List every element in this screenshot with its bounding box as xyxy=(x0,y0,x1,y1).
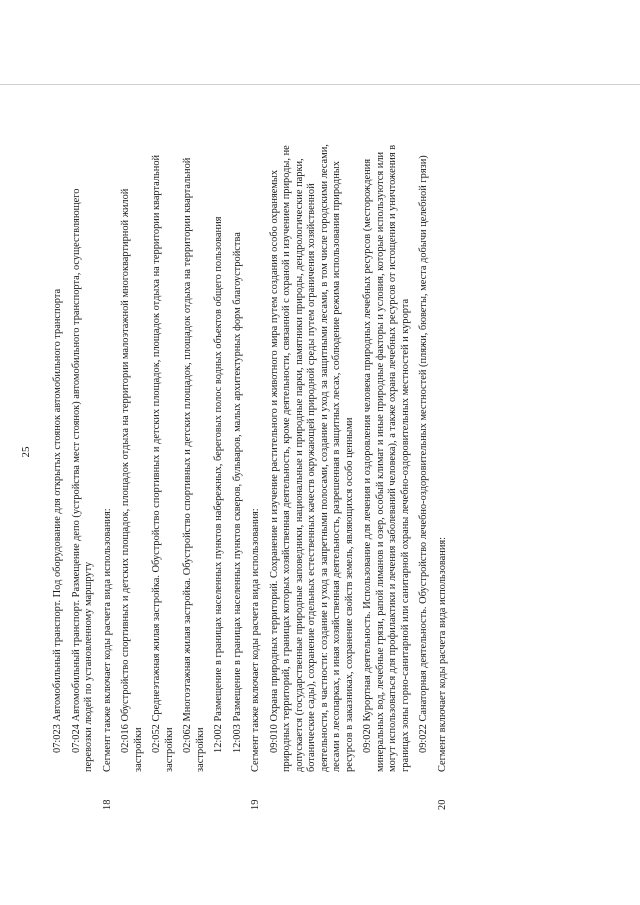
text-line: границах зоны горно-санитарной или санитарной охраны лечебно-оздоровительных местностей и курорта xyxy=(399,298,411,772)
text-line: Сегмент включает коды расчета вида использования: xyxy=(436,536,448,772)
text-line: перевозки людей по установленному маршруту xyxy=(83,561,94,772)
text-line: допускается (государственные природные заповедники, национальные и природные парки, памятники природы, дендрологические парки, xyxy=(293,158,305,772)
paragraph xyxy=(437,40,450,772)
paragraph xyxy=(71,40,96,772)
text-line: 09:020 Курортная деятельность. Использование для лечения и оздоровления человека природных лечебных ресурсов (месторождения xyxy=(362,158,373,753)
paragraph xyxy=(151,40,176,772)
paragraph xyxy=(213,40,226,772)
text-line: природных территорий, в границах которых хозяйственная деятельность, кроме деятельности, связанной с охраной и изучением природы, не xyxy=(281,145,292,772)
text-line: 09:022 Санаторная деятельность. Обустройство лечебно-оздоровительных местностей (пляжи, бюветы, места добычи целебной грязи) xyxy=(418,155,429,753)
text-line: ботанические сады), сохранение отдельных естественных качеств окружающей природной среды путем ограничения хозяйственной xyxy=(306,183,317,772)
table-row xyxy=(102,40,251,810)
text-line: 02:062 Многоэтажная жилая застройка. Обустройство спортивных и детских площадок, площадок отдыха на территории квартальной xyxy=(182,157,193,753)
text-line: 09:010 Охрана природных территорий. Сохранение и изучение растительного и животного мира путем создания особо охраняемых xyxy=(268,169,280,753)
text-line: 12:002 Размещение в границах населенных пунктов набережных, береговых полос водных объектов общего пользования xyxy=(213,216,224,753)
table-row xyxy=(52,40,102,810)
paragraph xyxy=(232,40,245,772)
page-edge-line xyxy=(0,84,640,85)
text-line: 02:052 Среднеэтажная жилая застройка. Обустройство спортивных и детских площадок, площадок отдыха на территории квартальной xyxy=(151,154,162,753)
text-line: застройки xyxy=(194,727,206,772)
text-line: Сегмент также включает коды расчета вида использования: xyxy=(101,508,113,772)
paragraph xyxy=(362,40,412,772)
row-number: 20 xyxy=(436,799,448,810)
text-line: лесами в лесопарках, и иная хозяйственная деятельность, разрешенная в защитных лесах, соблюдение режима использования природных xyxy=(331,161,342,772)
text-line: деятельности, в частности: создание и уход за запретными полосами, создание и уход за защитными лесами, в том числе городскими лесами, xyxy=(318,144,330,772)
table-row xyxy=(437,40,456,810)
paragraph xyxy=(182,40,207,772)
text-line: 07:024 Автомобильный транспорт. Размещение депо (устройства мест стоянок) автомобильного транспорта, осуществляющего xyxy=(70,188,82,753)
paragraph xyxy=(120,40,145,772)
text-line: ресурсов в заказниках, сохранение свойств земель, являющихся особо ценными xyxy=(343,417,355,772)
document-body xyxy=(52,40,455,810)
text-line: Сегмент также включает коды расчета вида использования: xyxy=(250,508,261,772)
paragraph xyxy=(52,40,65,772)
paragraph xyxy=(418,40,431,772)
text-line: 02:016 Обустройство спортивных и детских площадок, площадок отдыха на территории малоэтажной многоквартирной жилой xyxy=(120,188,131,753)
row-number: 18 xyxy=(101,799,113,810)
row-body xyxy=(250,40,437,772)
row-body xyxy=(437,40,456,772)
text-line: застройки xyxy=(163,727,175,772)
row-number: 19 xyxy=(250,799,261,810)
paragraph xyxy=(269,40,357,772)
text-line: 07:023 Автомобильный транспорт. Под оборудование для открытых стоянок автомобильного транспорта xyxy=(52,288,63,753)
text-line: 12:003 Размещение в границах населенных пунктов скверов, бульваров, малых архитектурных форм благоустройства xyxy=(231,232,243,753)
text-line: застройки xyxy=(132,727,144,772)
page-number: 25 xyxy=(20,446,32,458)
text-line: минеральных вод, лечебные грязи, рапой лиманов и озер, особый климат и иные природные факторы и условия, которые используются или xyxy=(374,151,386,772)
row-body xyxy=(102,40,251,772)
paragraph xyxy=(250,40,263,772)
paragraph xyxy=(102,40,115,772)
row-body xyxy=(52,40,102,772)
text-line: могут использоваться для профилактики и лечения заболеваний человека), а также охрана лечебных ресурсов от истощения и уничтожения в xyxy=(387,144,398,772)
table-row xyxy=(250,40,437,810)
